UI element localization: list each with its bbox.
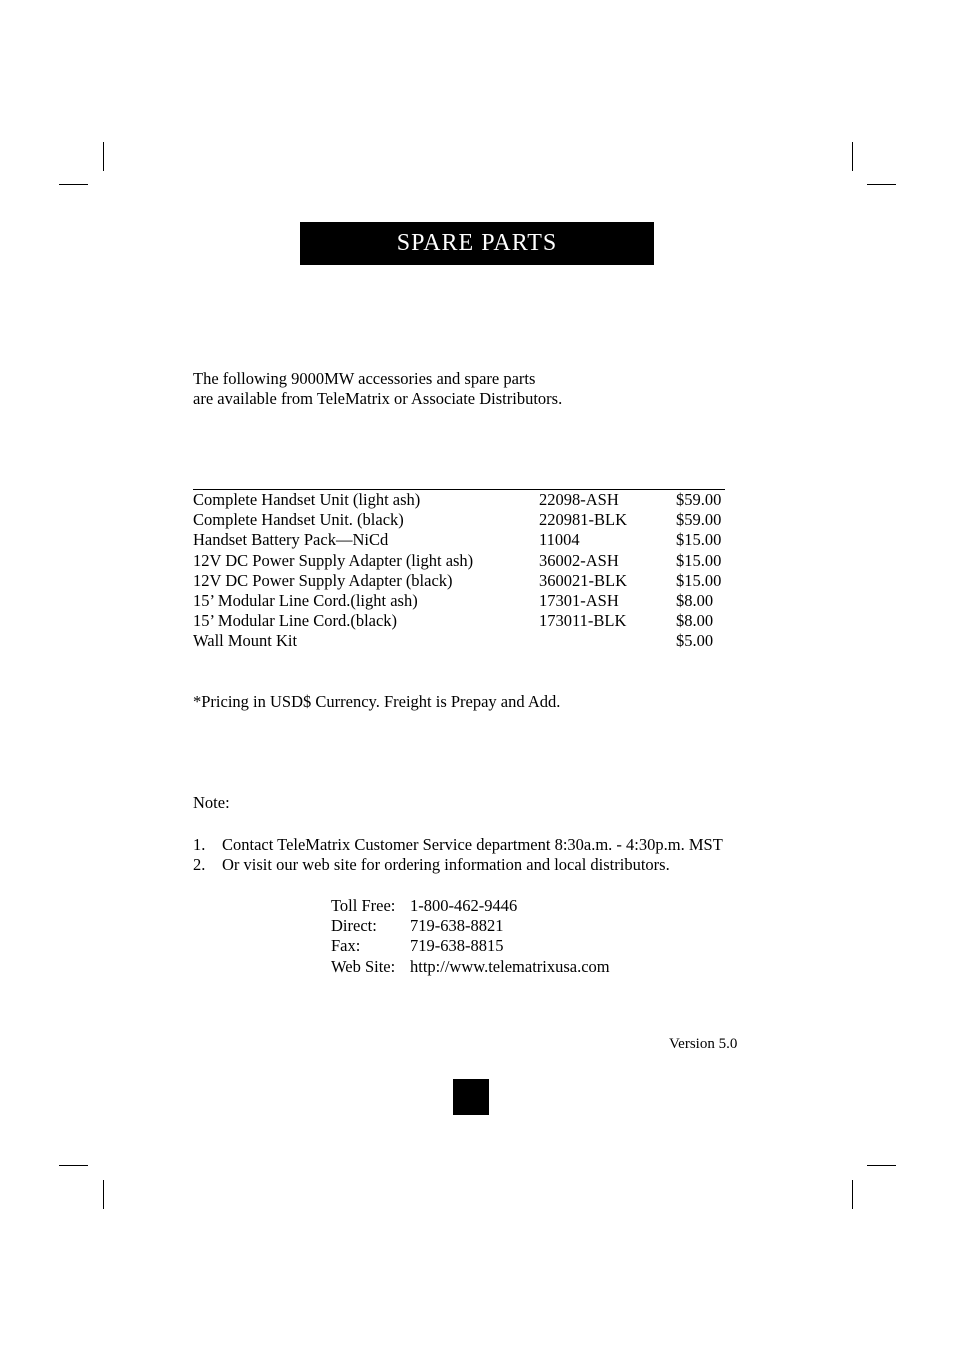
contact-label: Direct: (331, 916, 377, 936)
table-row (193, 591, 753, 611)
note-label: Note: (193, 793, 230, 812)
contact-label: Fax: (331, 936, 361, 956)
intro-line: are available from TeleMatrix or Associate Distributors. (193, 389, 563, 408)
part-number: 36002-ASH (539, 550, 619, 570)
crop-mark (103, 142, 104, 171)
part-description: 12V DC Power Supply Adapter (light ash) (193, 550, 474, 570)
crop-mark (867, 184, 896, 185)
list-number: 1. (193, 835, 206, 854)
part-description: 15’ Modular Line Cord.(light ash) (193, 590, 418, 610)
part-price: $59.00 (676, 490, 722, 509)
part-description: Wall Mount Kit (193, 631, 298, 651)
part-description: Complete Handset Unit. (black) (193, 510, 404, 530)
page-title: SPARE PARTS (396, 230, 558, 256)
part-number: 220981-BLK (539, 510, 627, 530)
crop-mark (103, 1180, 104, 1209)
part-description: Handset Battery Pack—NiCd (193, 530, 389, 550)
table-row (193, 551, 753, 571)
part-description: 12V DC Power Supply Adapter (black) (193, 570, 453, 590)
part-number: 17301-ASH (539, 590, 619, 610)
page-marker-box (453, 1079, 489, 1115)
pricing-note: *Pricing in USD$ Currency. Freight is Prepay and Add. (193, 692, 561, 711)
parts-table (193, 490, 753, 652)
contact-label: Web Site: (331, 956, 396, 976)
part-price: $8.00 (676, 611, 714, 631)
direct-number: 719-638-8821 (410, 916, 504, 936)
crop-mark (867, 1165, 896, 1166)
list-number: 2. (193, 855, 206, 874)
part-price: $15.00 (676, 530, 722, 550)
crop-mark (852, 1180, 853, 1209)
table-row (193, 571, 753, 591)
website-link[interactable]: http://www.telematrixusa.com (410, 956, 610, 976)
contact-label: Toll Free: (331, 896, 396, 915)
table-row (193, 490, 753, 510)
part-description: 15’ Modular Line Cord.(black) (193, 611, 398, 631)
crop-mark (852, 142, 853, 171)
part-price: $15.00 (676, 570, 722, 590)
part-number: 11004 (539, 530, 580, 550)
part-number: 360021-BLK (539, 570, 627, 590)
fax-number: 719-638-8815 (410, 936, 504, 956)
part-price: $15.00 (676, 550, 722, 570)
toll-free-number: 1-800-462-9446 (410, 896, 518, 915)
table-row (193, 530, 753, 550)
version-label: Version 5.0 (669, 1036, 738, 1052)
page-title-banner (300, 222, 654, 265)
table-row (193, 611, 753, 631)
part-price: $8.00 (676, 590, 714, 610)
table-row (193, 510, 753, 530)
part-price: $59.00 (676, 510, 722, 530)
list-text: Or visit our web site for ordering information and local distributors. (222, 855, 670, 874)
part-number: 173011-BLK (539, 611, 627, 631)
part-description: Complete Handset Unit (light ash) (193, 490, 421, 509)
intro-paragraph (193, 369, 562, 409)
crop-mark (59, 184, 88, 185)
crop-mark (59, 1165, 88, 1166)
part-number: 22098-ASH (539, 490, 619, 509)
part-price: $5.00 (676, 631, 714, 651)
table-row (193, 631, 753, 651)
intro-line: The following 9000MW accessories and spare parts (193, 369, 536, 388)
list-text: Contact TeleMatrix Customer Service department 8:30a.m. - 4:30p.m. MST (222, 835, 723, 854)
